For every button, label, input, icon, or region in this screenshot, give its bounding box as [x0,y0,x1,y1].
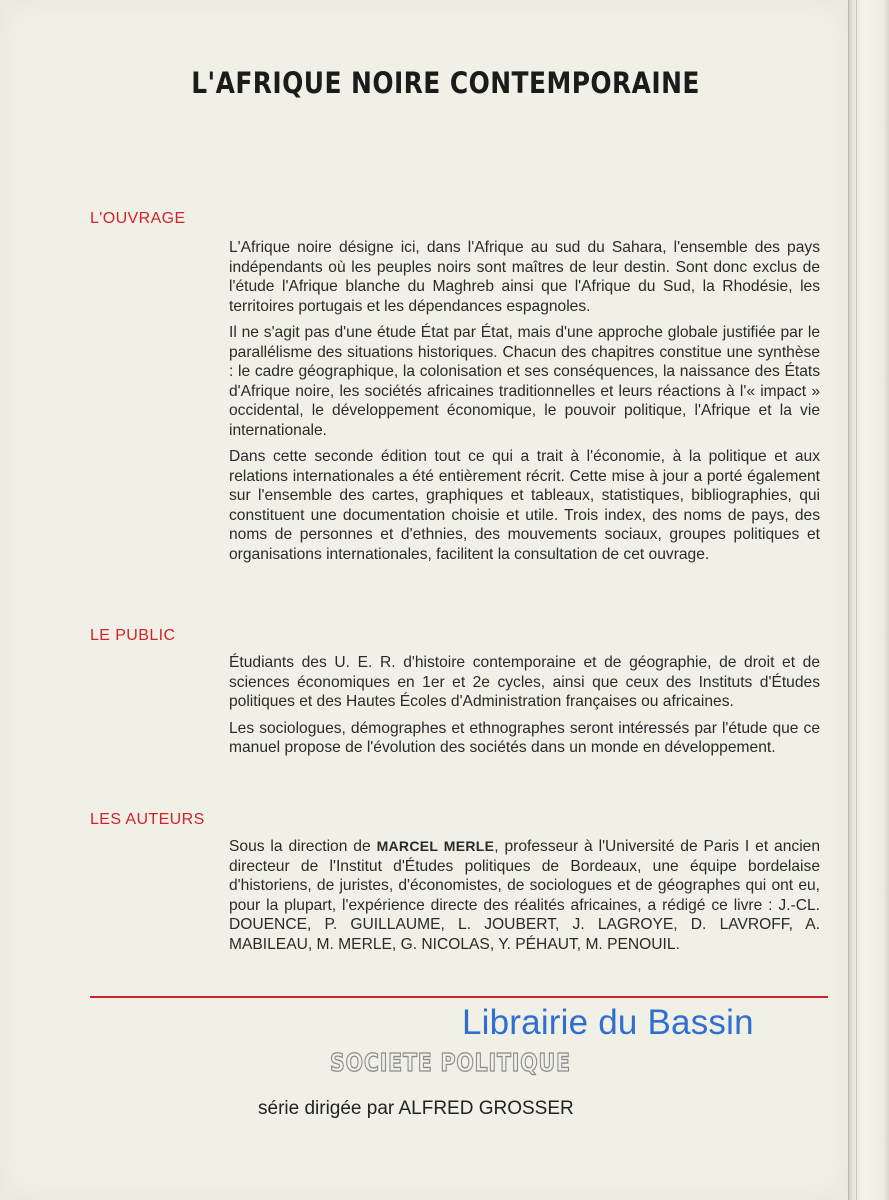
section-auteurs [229,837,820,961]
section-ouvrage [229,238,820,571]
heading-public: LE PUBLIC [90,627,176,644]
book-spine [848,0,889,1200]
director-name: MARCEL MERLE [376,838,495,854]
red-divider [90,996,828,998]
public-paragraph-2: Les sociologues, démographes et ethnographes seront intéressés par l'étude que ce manuel propose de l'évolution des sociétés dans un monde en développement. [229,719,820,756]
series-logo: SOCIETE POLITIQUE [330,1048,571,1077]
heading-auteurs: LES AUTEURS [90,811,205,828]
ouvrage-paragraph-3: Dans cette seconde édition tout ce qui a trait à l'économie, à la politique et aux relations internationales a été entièrement récrit. Cette mise à jour a porté également sur l'ensemble des cartes, graphiques et tableaux, statistiques, bibliographies, qui constituent une documentation choisie et utile. Trois index, des noms de pays, des noms de personnes et d'ethnies, des mouvements sociaux, groupes politiques et organisations internationales, facilitent la consultation de cet ouvrage. [229,448,820,563]
ouvrage-paragraph-2: Il ne s'agit pas d'une étude État par État, mais d'une approche globale justifiée par le parallélisme des situations historiques. Chacun des chapitres constitue une synthèse : le cadre géographique, la colonisation et ses conséquences, la naissance des États d'Afrique noire, les sociétés africaines traditionnelles et leurs réactions à l'« impact » occidental, le développement économique, le pouvoir politique, l'Afrique et la vie internationale. [229,324,820,439]
auteurs-text: , professeur à l'Université de Paris I et ancien directeur de l'Institut d'Études politiques de Bordeaux, une équipe bordelaise d'historiens, de juristes, d'économistes, de sociologues et de géographes qui ont eu, pour la plupart, l'expérience directe des réalités africaines, a rédigé ce livre : J.-CL. DOUENCE, P. GUILLAUME, L. JOUBERT, J. LAGROYE, D. LAVROFF, A. MABILEAU, M. MERLE, G. NICOLAS, Y. PÉHAUT, M. PENOUIL. [229,838,820,953]
book-title: L'AFRIQUE NOIRE CONTEMPORAINE [191,66,700,100]
ouvrage-paragraph-1: L'Afrique noire désigne ici, dans l'Afrique au sud du Sahara, l'ensemble des pays indépendants où les peuples noirs sont maîtres de leur destin. Sont donc exclus de l'étude l'Afrique blanche du Maghreb ainsi que l'Afrique du Sud, la Rhodésie, les territoires portugais et les dépendances espagnoles. [229,239,820,315]
section-public [229,653,820,765]
heading-ouvrage: L'OUVRAGE [90,210,186,227]
public-paragraph-1: Étudiants des U. E. R. d'histoire contemporaine et de géographie, de droit et de sciences économiques en 1er et 2e cycles, ainsi que ceux des Instituts d'Études politiques et des Hautes Écoles d'Administration françaises ou africaines. [229,654,820,710]
auteurs-paragraph [229,837,820,954]
spine-fold-line [856,0,857,1200]
bookseller-watermark: Librairie du Bassin [462,1003,754,1042]
auteurs-intro: Sous la direction de [229,838,371,855]
series-director: série dirigée par ALFRED GROSSER [258,1098,574,1119]
